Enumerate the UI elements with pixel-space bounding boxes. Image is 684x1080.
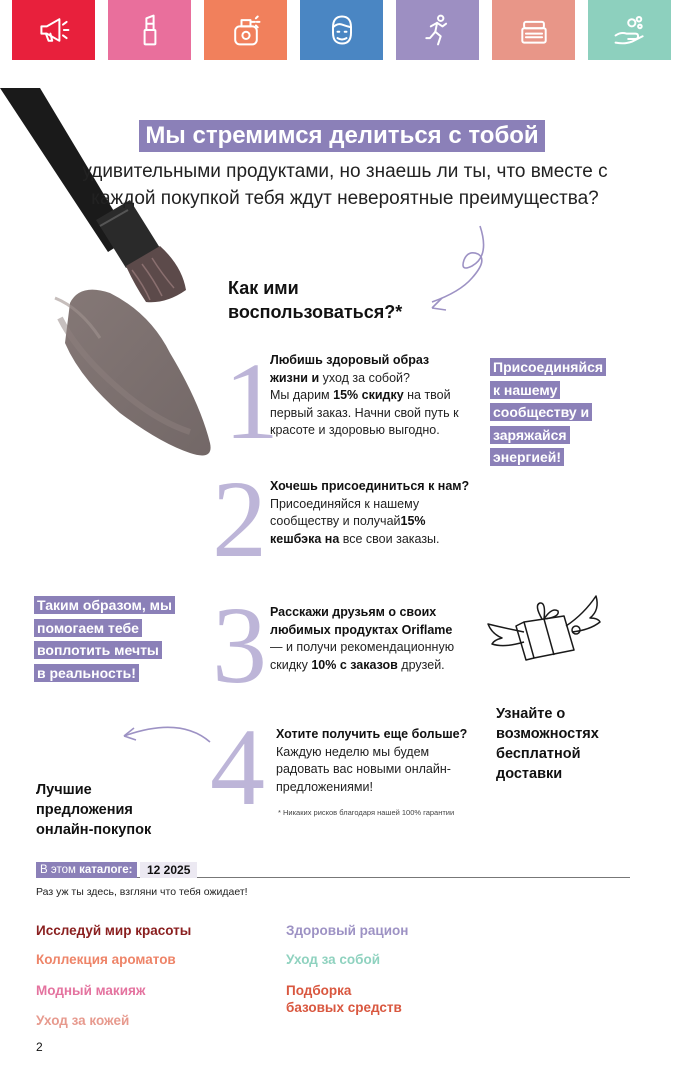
title-line: Узнайте о: [496, 706, 566, 722]
step-line: [270, 639, 490, 657]
tab-skincare[interactable]: [492, 0, 575, 60]
hand-wash-icon: [612, 12, 648, 48]
callout-join-community: [490, 356, 620, 469]
step-line: [270, 478, 490, 496]
step-line: [276, 779, 486, 797]
step-number-1: 1: [224, 340, 279, 462]
step-text-bold: Хотите получить еще больше?: [276, 727, 468, 741]
catalogue-label-prefix: В этом: [40, 864, 80, 876]
step-4-text: [276, 726, 486, 796]
title-line: доставки: [496, 766, 563, 782]
curved-arrow-left-icon: [116, 716, 212, 746]
step-text: красоте и здоровью выгодно.: [270, 423, 440, 437]
tab-fragrance[interactable]: [204, 0, 287, 60]
title-line: Лучшие: [36, 782, 92, 798]
step-number-4: 4: [210, 706, 265, 828]
link-personal-care[interactable]: Уход за собой: [286, 952, 381, 967]
cream-jar-icon: [516, 12, 552, 48]
subheadline-line: каждой покупкой тебя ждут невероятные преимущества?: [91, 188, 599, 209]
step-line: [270, 405, 490, 423]
title-line: возможностях: [496, 726, 599, 742]
step-number-2: 2: [212, 458, 267, 580]
free-delivery-title: [496, 704, 636, 784]
step-line: [276, 744, 486, 762]
tab-men[interactable]: [300, 0, 383, 60]
callout-dreams: [34, 594, 194, 684]
callout-line: [490, 424, 620, 447]
step-text-bold: любимых продуктах Oriflame: [270, 622, 453, 637]
flying-gift-box-icon: [484, 592, 606, 678]
link-basics-line: базовых средств: [286, 1000, 402, 1015]
category-tabs: [12, 0, 674, 60]
step-text: первый заказ. Начни свой путь к: [270, 405, 459, 420]
tab-news[interactable]: [12, 0, 95, 60]
step-text: на твой: [403, 388, 451, 402]
callout-line-text: воплотить мечты: [34, 641, 162, 659]
step-line: [270, 531, 490, 549]
how-title-line: Как ими: [228, 278, 299, 298]
subheadline-line: удивительными продуктами, но знаешь ли ты, что вместе с: [82, 161, 608, 182]
step-line: [270, 370, 490, 388]
how-to-use-title: [228, 276, 402, 324]
link-fashion-makeup[interactable]: Модный макияж: [36, 983, 146, 998]
step-line: [270, 622, 490, 640]
tab-wellness[interactable]: [396, 0, 479, 60]
catalogue-intro: Раз уж ты здесь, взгляни что тебя ожидает!: [36, 886, 248, 898]
callout-line: [34, 594, 194, 617]
step-3-text: [270, 604, 490, 674]
callout-line-text: заряжайся: [490, 426, 570, 444]
megaphone-icon: [36, 12, 72, 48]
step-text: Каждую неделю мы будем: [276, 744, 430, 759]
step-text: Мы дарим: [270, 388, 334, 402]
headline: Мы стремимся делиться с тобой: [139, 120, 544, 152]
step-text-bold: Расскажи друзьям о своих: [270, 605, 437, 619]
step-line: [270, 604, 490, 622]
subheadline: [60, 158, 630, 212]
step-text: радовать вас новыми онлайн-: [276, 762, 451, 776]
running-person-icon: [420, 12, 456, 48]
headline-block: [0, 120, 684, 152]
callout-line-text: Таким образом, мы: [34, 596, 175, 614]
step-number-3: 3: [212, 584, 267, 706]
step-text: все свои заказы.: [339, 531, 440, 546]
step-text-bold: 15%: [400, 514, 426, 528]
link-healthy-diet[interactable]: Здоровый рацион: [286, 923, 409, 938]
step-text: Присоединяйся к нашему: [270, 496, 420, 511]
callout-line: [34, 662, 194, 685]
link-basics-line: Подборка: [286, 983, 352, 998]
link-explore-beauty[interactable]: Исследуй мир красоты: [36, 923, 192, 938]
man-face-icon: [324, 12, 360, 48]
callout-line: [490, 356, 620, 379]
step-text-bold: 10% с заказов: [311, 657, 398, 672]
curved-arrow-icon: [424, 222, 494, 312]
title-line: предложения: [36, 802, 133, 818]
title-line: онлайн-покупок: [36, 822, 152, 838]
step-text: — и получи рекомендационную: [270, 640, 455, 654]
step-text-bold: жизни и: [270, 370, 320, 385]
catalogue-bar: [36, 862, 630, 878]
step-text: друзей.: [397, 657, 445, 672]
callout-line-text: энергией!: [490, 448, 564, 466]
step-line: [270, 422, 490, 440]
step-line: [270, 352, 490, 370]
callout-line: [34, 617, 194, 640]
step-line: [270, 657, 490, 675]
link-fragrance-collection[interactable]: Коллекция ароматов: [36, 952, 176, 967]
step-text-bold: Любишь здоровый образ: [270, 353, 430, 367]
link-skincare[interactable]: Уход за кожей: [36, 1013, 130, 1028]
online-offers-title: [36, 780, 196, 840]
step-line: [270, 387, 490, 405]
callout-line: [490, 379, 620, 402]
lipstick-icon: [132, 12, 168, 48]
step-1-text: [270, 352, 490, 440]
step-text: скидку: [270, 657, 312, 672]
page-number: 2: [36, 1040, 43, 1054]
callout-line-text: в реальность!: [34, 664, 139, 682]
callout-line: [490, 401, 620, 424]
step-line: [270, 513, 490, 531]
step-text: предложениями!: [276, 779, 373, 794]
footnote: * Никаких рисков благодаря нашей 100% гарантии: [278, 808, 455, 817]
step-line: [276, 761, 486, 779]
catalogue-date: 12 2025: [140, 862, 197, 878]
callout-line-text: к нашему: [490, 381, 560, 399]
callout-line: [490, 446, 620, 469]
step-text-bold: 15% скидку: [333, 388, 404, 402]
title-line: бесплатной: [496, 746, 581, 762]
step-text: уход за собой?: [319, 370, 410, 385]
step-text-bold: Хочешь присоединиться к нам?: [270, 479, 470, 493]
callout-line-text: помогаем тебе: [34, 619, 142, 637]
tab-personal-care[interactable]: [588, 0, 671, 60]
catalogue-label: [36, 862, 137, 878]
step-2-text: [270, 478, 490, 548]
callout-line: [34, 639, 194, 662]
tab-makeup[interactable]: [108, 0, 191, 60]
how-title-line: воспользоваться?*: [228, 302, 403, 322]
callout-line-text: сообществу и: [490, 403, 592, 421]
callout-line-text: Присоединяйся: [490, 358, 606, 376]
step-line: [276, 726, 486, 744]
catalogue-label-bold: каталоге:: [79, 864, 133, 876]
step-line: [270, 496, 490, 514]
step-text-bold: кешбэка на: [270, 531, 340, 546]
link-basics-selection[interactable]: [286, 982, 402, 1016]
perfume-bottle-icon: [228, 12, 264, 48]
step-text: сообществу и получай: [270, 514, 401, 528]
